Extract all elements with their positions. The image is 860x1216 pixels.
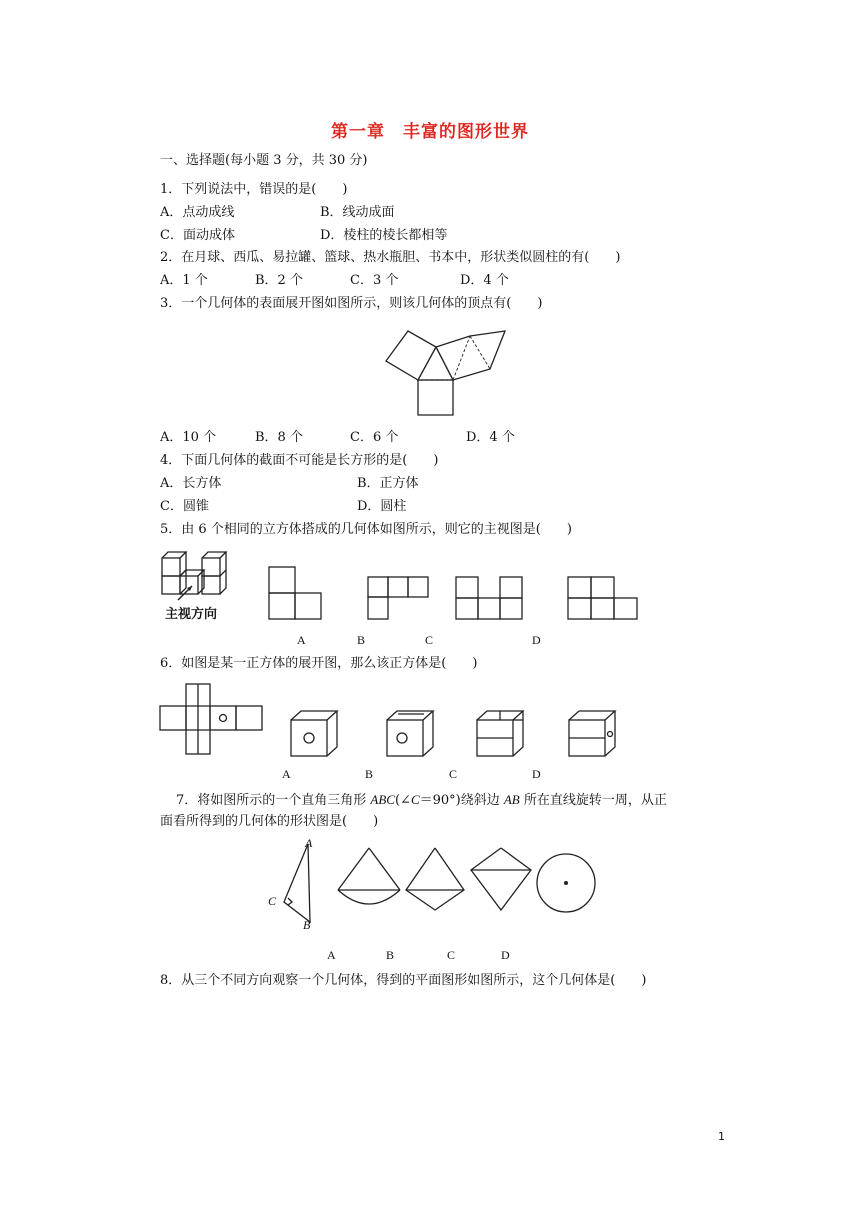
- q3-option-a: A．10 个: [160, 430, 217, 445]
- q7-text-1: 7．将如图所示的一个直角三角形: [176, 793, 371, 808]
- q7-label-b: B: [386, 948, 395, 962]
- q2-stem: 2．在月球、西瓜、易拉罐、篮球、热水瓶胆、书本中，形状类似圆柱的有( ): [160, 250, 621, 265]
- section-heading: 一、选择题(每小题 3 分，共 30 分): [160, 153, 368, 168]
- page-title: 第一章 丰富的图形世界: [331, 122, 529, 142]
- q4-option-d: D．圆柱: [357, 499, 407, 514]
- q1-option-b: B．线动成面: [320, 205, 395, 220]
- q7-label-d: D: [501, 948, 510, 962]
- q3-stem: 3．一个几何体的表面展开图如图所示，则该几何体的顶点有( ): [160, 296, 543, 311]
- q6-option-a-figure: [288, 708, 340, 758]
- q5-option-b-figure: [367, 576, 429, 620]
- q7-vertex-b: B: [303, 918, 311, 932]
- q7-stem-line1: [176, 790, 667, 811]
- q3-option-c: C．6 个: [350, 430, 399, 445]
- q6-stem: 6．如图是某一正方体的展开图，那么该正方体是( ): [160, 656, 478, 671]
- q7-label-a: A: [327, 948, 336, 962]
- q6-label-b: B: [365, 767, 374, 781]
- q5-option-c-figure: [455, 576, 525, 620]
- q7-text-4: 所在直线旋转一周，从正: [519, 793, 667, 808]
- q7-vertex-a: A: [305, 836, 313, 850]
- q5-label-d: D: [532, 633, 541, 647]
- q5-option-d-figure: [567, 576, 639, 620]
- q6-option-d-figure: [566, 708, 618, 758]
- q6-option-b-figure: [384, 708, 436, 758]
- q7-vertex-c: C: [268, 894, 277, 908]
- q7-option-b-figure: [404, 846, 466, 914]
- q5-label-a: A: [297, 633, 306, 647]
- q7-triangle-figure: [264, 838, 320, 934]
- q5-label-c: C: [425, 633, 434, 647]
- q7-text-2: (∠: [394, 793, 411, 808]
- q1-option-d: D．棱柱的棱长都相等: [320, 228, 448, 243]
- q6-cube-net-figure: [158, 682, 264, 758]
- q4-stem: 4．下面几何体的截面不可能是长方形的是( ): [160, 453, 439, 468]
- q7-hypotenuse-name: AB: [503, 792, 520, 807]
- q2-option-a: A．1 个: [160, 273, 208, 288]
- q7-text-3: ＝90°)绕斜边: [419, 793, 504, 808]
- q2-option-d: D．4 个: [460, 273, 509, 288]
- q1-option-a: A．点动成线: [160, 205, 235, 220]
- q7-option-a-figure: [336, 846, 402, 914]
- q7-triangle-name: ABC: [370, 792, 395, 807]
- q1-option-c: C．面动成体: [160, 228, 235, 243]
- q3-net-figure: [380, 325, 515, 420]
- q5-view-direction-label: 主视方向: [165, 607, 218, 622]
- q2-option-b: B．2 个: [255, 273, 303, 288]
- q3-option-b: B．8 个: [255, 430, 303, 445]
- q4-option-c: C．圆锥: [160, 499, 209, 514]
- q4-option-b: B．正方体: [357, 476, 419, 491]
- q7-stem-line2: 面看所得到的几何体的形状图是( ): [160, 814, 379, 829]
- q3-option-d: D．4 个: [466, 430, 515, 445]
- q6-label-c: C: [449, 767, 458, 781]
- q5-cube-stack-figure: [158, 548, 238, 603]
- q1-stem: 1．下列说法中，错误的是( ): [160, 182, 348, 197]
- q5-option-a-figure: [268, 566, 324, 620]
- q5-stem: 5．由 6 个相同的立方体搭成的几何体如图所示，则它的主视图是( ): [160, 522, 572, 537]
- q7-angle-vertex: C: [410, 792, 420, 807]
- q6-label-d: D: [532, 767, 541, 781]
- q5-label-b: B: [357, 633, 366, 647]
- q6-label-a: A: [282, 767, 291, 781]
- q7-option-c-figure: [469, 846, 533, 914]
- q7-label-c: C: [447, 948, 456, 962]
- q6-option-c-figure: [474, 708, 526, 758]
- q7-option-d-figure: [535, 852, 597, 914]
- q2-option-c: C．3 个: [350, 273, 399, 288]
- q4-option-a: A．长方体: [160, 476, 222, 491]
- q8-stem: 8．从三个不同方向观察一个几何体，得到的平面图形如图所示，这个几何体是( ): [160, 973, 647, 988]
- page-number: 1: [718, 1130, 725, 1143]
